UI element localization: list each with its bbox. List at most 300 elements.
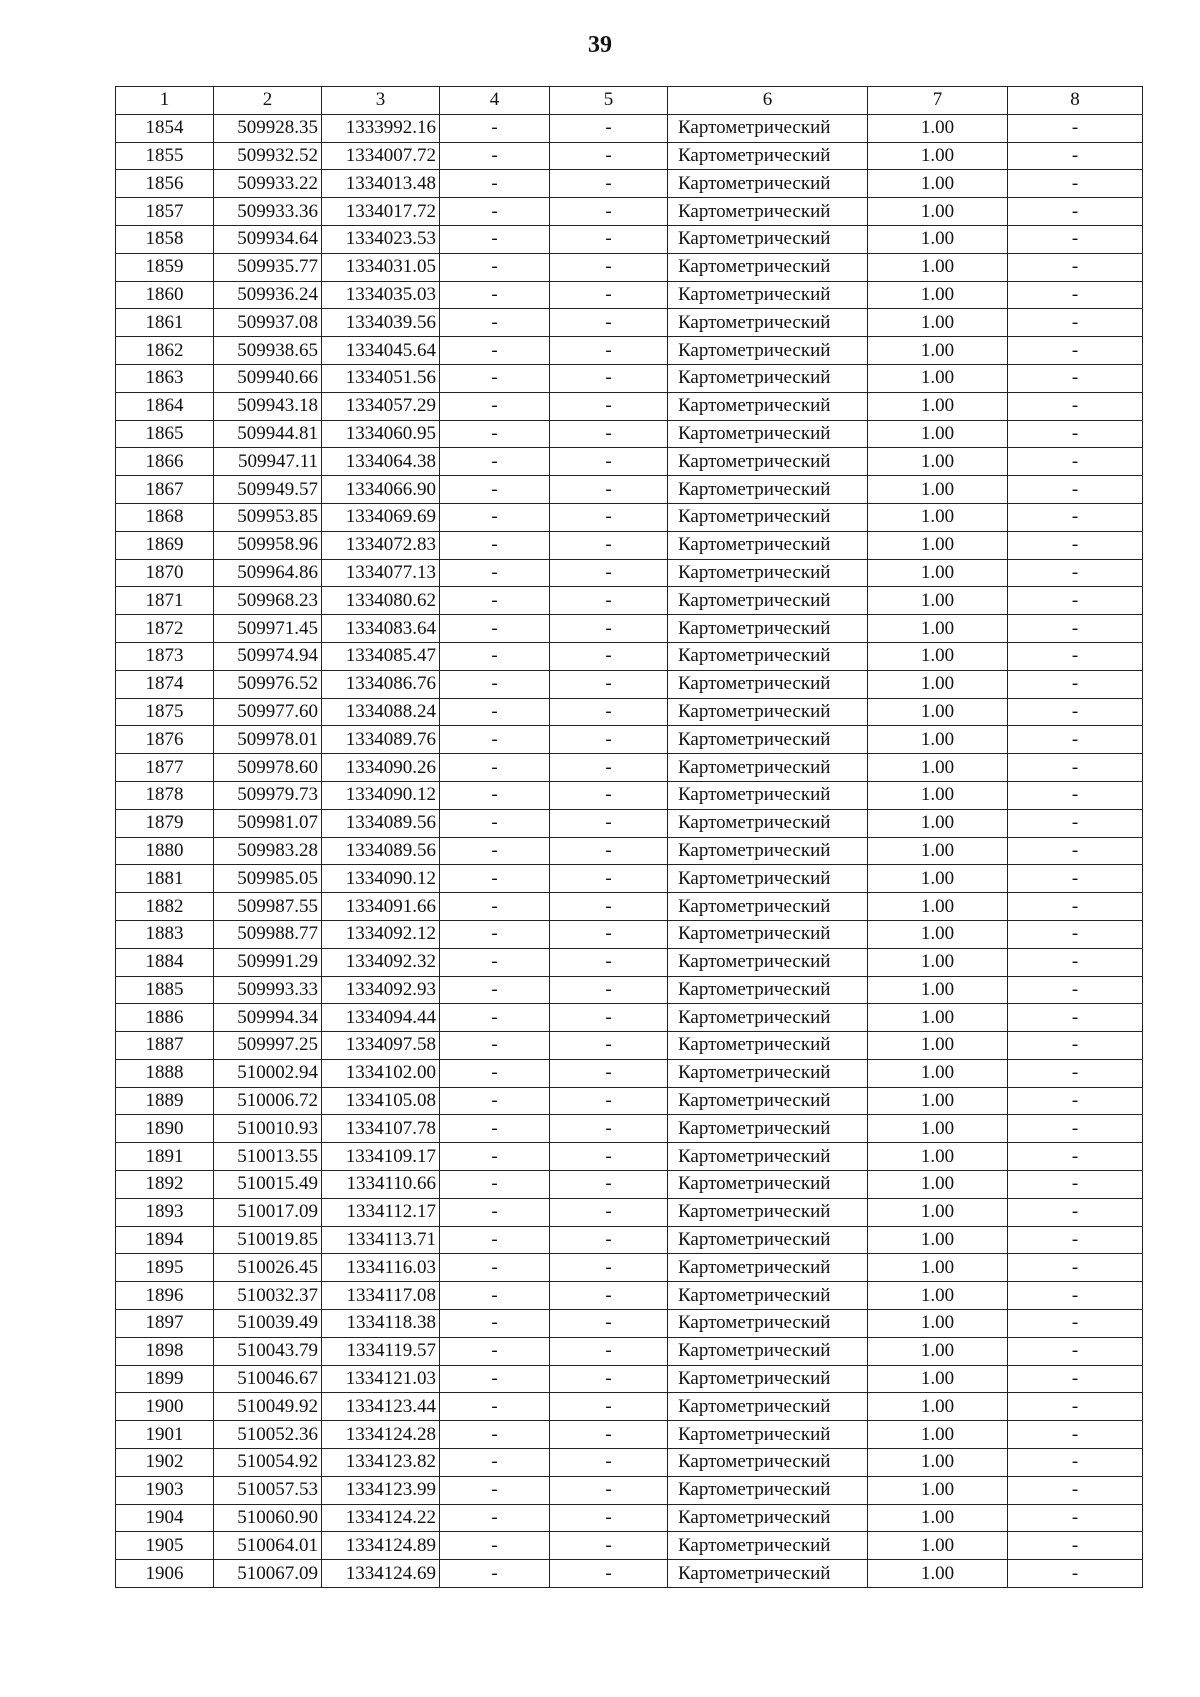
accuracy-value: 1.00 <box>868 948 1008 976</box>
table-row <box>116 1449 1143 1477</box>
point-number: 1855 <box>116 142 214 170</box>
method-value: Картометрический <box>668 1059 868 1087</box>
column-8-value: - <box>1008 893 1143 921</box>
method-value: Картометрический <box>668 893 868 921</box>
point-number: 1854 <box>116 114 214 142</box>
method-value: Картометрический <box>668 1393 868 1421</box>
y-coordinate: 1334102.00 <box>322 1059 440 1087</box>
column-header: 8 <box>1008 87 1143 115</box>
point-number: 1899 <box>116 1365 214 1393</box>
table-row <box>116 1198 1143 1226</box>
point-number: 1878 <box>116 781 214 809</box>
x-coordinate: 509981.07 <box>214 809 322 837</box>
column-4-value: - <box>440 1532 550 1560</box>
column-8-value: - <box>1008 670 1143 698</box>
column-header: 1 <box>116 87 214 115</box>
column-4-value: - <box>440 170 550 198</box>
method-value: Картометрический <box>668 1198 868 1226</box>
point-number: 1897 <box>116 1310 214 1338</box>
column-4-value: - <box>440 781 550 809</box>
column-5-value: - <box>550 1532 668 1560</box>
column-5-value: - <box>550 1198 668 1226</box>
accuracy-value: 1.00 <box>868 893 1008 921</box>
column-8-value: - <box>1008 1059 1143 1087</box>
x-coordinate: 510046.67 <box>214 1365 322 1393</box>
table-row <box>116 1004 1143 1032</box>
column-8-value: - <box>1008 281 1143 309</box>
column-5-value: - <box>550 1365 668 1393</box>
x-coordinate: 510032.37 <box>214 1282 322 1310</box>
method-value: Картометрический <box>668 1226 868 1254</box>
column-5-value: - <box>550 920 668 948</box>
method-value: Картометрический <box>668 170 868 198</box>
column-header: 2 <box>214 87 322 115</box>
x-coordinate: 510052.36 <box>214 1421 322 1449</box>
accuracy-value: 1.00 <box>868 1115 1008 1143</box>
method-value: Картометрический <box>668 198 868 226</box>
point-number: 1876 <box>116 726 214 754</box>
column-5-value: - <box>550 1560 668 1588</box>
column-5-value: - <box>550 198 668 226</box>
point-number: 1883 <box>116 920 214 948</box>
point-number: 1900 <box>116 1393 214 1421</box>
column-4-value: - <box>440 531 550 559</box>
y-coordinate: 1334085.47 <box>322 642 440 670</box>
y-coordinate: 1334092.32 <box>322 948 440 976</box>
accuracy-value: 1.00 <box>868 448 1008 476</box>
method-value: Картометрический <box>668 1532 868 1560</box>
accuracy-value: 1.00 <box>868 253 1008 281</box>
point-number: 1859 <box>116 253 214 281</box>
table-row <box>116 170 1143 198</box>
column-5-value: - <box>550 1115 668 1143</box>
column-4-value: - <box>440 1337 550 1365</box>
table-row <box>116 559 1143 587</box>
x-coordinate: 509991.29 <box>214 948 322 976</box>
y-coordinate: 1334124.89 <box>322 1532 440 1560</box>
column-header: 6 <box>668 87 868 115</box>
column-5-value: - <box>550 1504 668 1532</box>
accuracy-value: 1.00 <box>868 1421 1008 1449</box>
x-coordinate: 509988.77 <box>214 920 322 948</box>
column-5-value: - <box>550 1171 668 1199</box>
column-4-value: - <box>440 281 550 309</box>
table-row <box>116 615 1143 643</box>
y-coordinate: 1334105.08 <box>322 1087 440 1115</box>
accuracy-value: 1.00 <box>868 726 1008 754</box>
point-number: 1857 <box>116 198 214 226</box>
table-row <box>116 420 1143 448</box>
method-value: Картометрический <box>668 1476 868 1504</box>
column-4-value: - <box>440 1171 550 1199</box>
column-5-value: - <box>550 642 668 670</box>
table-row <box>116 309 1143 337</box>
column-4-value: - <box>440 642 550 670</box>
column-4-value: - <box>440 114 550 142</box>
column-4-value: - <box>440 754 550 782</box>
point-number: 1902 <box>116 1449 214 1477</box>
column-4-value: - <box>440 1282 550 1310</box>
column-8-value: - <box>1008 1282 1143 1310</box>
method-value: Картометрический <box>668 1504 868 1532</box>
column-5-value: - <box>550 142 668 170</box>
x-coordinate: 510049.92 <box>214 1393 322 1421</box>
table-row <box>116 198 1143 226</box>
point-number: 1895 <box>116 1254 214 1282</box>
column-5-value: - <box>550 1004 668 1032</box>
method-value: Картометрический <box>668 114 868 142</box>
table-row <box>116 1476 1143 1504</box>
accuracy-value: 1.00 <box>868 781 1008 809</box>
column-8-value: - <box>1008 420 1143 448</box>
accuracy-value: 1.00 <box>868 809 1008 837</box>
y-coordinate: 1334045.64 <box>322 337 440 365</box>
accuracy-value: 1.00 <box>868 615 1008 643</box>
column-4-value: - <box>440 198 550 226</box>
table-row <box>116 1560 1143 1588</box>
y-coordinate: 1334069.69 <box>322 503 440 531</box>
y-coordinate: 1334017.72 <box>322 198 440 226</box>
point-number: 1869 <box>116 531 214 559</box>
y-coordinate: 1334072.83 <box>322 531 440 559</box>
point-number: 1906 <box>116 1560 214 1588</box>
column-4-value: - <box>440 1059 550 1087</box>
accuracy-value: 1.00 <box>868 559 1008 587</box>
column-5-value: - <box>550 392 668 420</box>
column-8-value: - <box>1008 642 1143 670</box>
column-5-value: - <box>550 364 668 392</box>
accuracy-value: 1.00 <box>868 281 1008 309</box>
column-4-value: - <box>440 948 550 976</box>
table-row <box>116 281 1143 309</box>
column-8-value: - <box>1008 809 1143 837</box>
column-8-value: - <box>1008 948 1143 976</box>
y-coordinate: 1333992.16 <box>322 114 440 142</box>
column-8-value: - <box>1008 587 1143 615</box>
accuracy-value: 1.00 <box>868 754 1008 782</box>
table-row <box>116 142 1143 170</box>
point-number: 1880 <box>116 837 214 865</box>
method-value: Картометрический <box>668 1282 868 1310</box>
table-row <box>116 1171 1143 1199</box>
point-number: 1891 <box>116 1143 214 1171</box>
column-4-value: - <box>440 337 550 365</box>
accuracy-value: 1.00 <box>868 1365 1008 1393</box>
x-coordinate: 510067.09 <box>214 1560 322 1588</box>
table-row <box>116 337 1143 365</box>
x-coordinate: 510057.53 <box>214 1476 322 1504</box>
column-5-value: - <box>550 531 668 559</box>
y-coordinate: 1334080.62 <box>322 587 440 615</box>
method-value: Картометрический <box>668 142 868 170</box>
table-row <box>116 754 1143 782</box>
method-value: Картометрический <box>668 225 868 253</box>
accuracy-value: 1.00 <box>868 1282 1008 1310</box>
accuracy-value: 1.00 <box>868 670 1008 698</box>
x-coordinate: 509947.11 <box>214 448 322 476</box>
x-coordinate: 509979.73 <box>214 781 322 809</box>
accuracy-value: 1.00 <box>868 1171 1008 1199</box>
accuracy-value: 1.00 <box>868 364 1008 392</box>
method-value: Картометрический <box>668 1560 868 1588</box>
table-row <box>116 1059 1143 1087</box>
method-value: Картометрический <box>668 781 868 809</box>
accuracy-value: 1.00 <box>868 1337 1008 1365</box>
table-row <box>116 503 1143 531</box>
column-5-value: - <box>550 225 668 253</box>
point-number: 1888 <box>116 1059 214 1087</box>
table-row <box>116 448 1143 476</box>
point-number: 1893 <box>116 1198 214 1226</box>
column-4-value: - <box>440 1226 550 1254</box>
point-number: 1863 <box>116 364 214 392</box>
method-value: Картометрический <box>668 559 868 587</box>
table-row <box>116 392 1143 420</box>
table-row <box>116 1143 1143 1171</box>
point-number: 1868 <box>116 503 214 531</box>
page-number: 39 <box>588 32 612 58</box>
column-8-value: - <box>1008 865 1143 893</box>
table-row <box>116 1365 1143 1393</box>
point-number: 1861 <box>116 309 214 337</box>
point-number: 1882 <box>116 893 214 921</box>
column-5-value: - <box>550 1226 668 1254</box>
column-4-value: - <box>440 1087 550 1115</box>
column-4-value: - <box>440 1449 550 1477</box>
column-8-value: - <box>1008 1365 1143 1393</box>
column-8-value: - <box>1008 364 1143 392</box>
y-coordinate: 1334090.12 <box>322 865 440 893</box>
column-8-value: - <box>1008 726 1143 754</box>
point-number: 1871 <box>116 587 214 615</box>
y-coordinate: 1334123.99 <box>322 1476 440 1504</box>
table-row <box>116 976 1143 1004</box>
method-value: Картометрический <box>668 1004 868 1032</box>
point-number: 1889 <box>116 1087 214 1115</box>
column-4-value: - <box>440 1254 550 1282</box>
accuracy-value: 1.00 <box>868 865 1008 893</box>
column-5-value: - <box>550 754 668 782</box>
method-value: Картометрический <box>668 1365 868 1393</box>
column-5-value: - <box>550 114 668 142</box>
column-header: 3 <box>322 87 440 115</box>
accuracy-value: 1.00 <box>868 920 1008 948</box>
point-number: 1901 <box>116 1421 214 1449</box>
column-4-value: - <box>440 1310 550 1338</box>
column-5-value: - <box>550 503 668 531</box>
point-number: 1887 <box>116 1032 214 1060</box>
y-coordinate: 1334077.13 <box>322 559 440 587</box>
method-value: Картометрический <box>668 337 868 365</box>
method-value: Картометрический <box>668 253 868 281</box>
column-4-value: - <box>440 587 550 615</box>
y-coordinate: 1334092.93 <box>322 976 440 1004</box>
column-5-value: - <box>550 976 668 1004</box>
y-coordinate: 1334097.58 <box>322 1032 440 1060</box>
x-coordinate: 509932.52 <box>214 142 322 170</box>
column-8-value: - <box>1008 1087 1143 1115</box>
table-row <box>116 253 1143 281</box>
x-coordinate: 510015.49 <box>214 1171 322 1199</box>
method-value: Картометрический <box>668 420 868 448</box>
column-8-value: - <box>1008 1560 1143 1588</box>
accuracy-value: 1.00 <box>868 1254 1008 1282</box>
x-coordinate: 509985.05 <box>214 865 322 893</box>
point-number: 1885 <box>116 976 214 1004</box>
column-4-value: - <box>440 1560 550 1588</box>
column-4-value: - <box>440 1421 550 1449</box>
y-coordinate: 1334089.56 <box>322 809 440 837</box>
column-4-value: - <box>440 726 550 754</box>
point-number: 1894 <box>116 1226 214 1254</box>
x-coordinate: 510002.94 <box>214 1059 322 1087</box>
accuracy-value: 1.00 <box>868 198 1008 226</box>
column-4-value: - <box>440 893 550 921</box>
column-5-value: - <box>550 1254 668 1282</box>
column-8-value: - <box>1008 1421 1143 1449</box>
x-coordinate: 509940.66 <box>214 364 322 392</box>
y-coordinate: 1334089.76 <box>322 726 440 754</box>
column-4-value: - <box>440 559 550 587</box>
x-coordinate: 509976.52 <box>214 670 322 698</box>
point-number: 1898 <box>116 1337 214 1365</box>
accuracy-value: 1.00 <box>868 1032 1008 1060</box>
column-8-value: - <box>1008 170 1143 198</box>
x-coordinate: 510039.49 <box>214 1310 322 1338</box>
column-4-value: - <box>440 364 550 392</box>
x-coordinate: 509987.55 <box>214 893 322 921</box>
column-5-value: - <box>550 698 668 726</box>
method-value: Картометрический <box>668 1254 868 1282</box>
column-8-value: - <box>1008 531 1143 559</box>
x-coordinate: 509994.34 <box>214 1004 322 1032</box>
x-coordinate: 509983.28 <box>214 837 322 865</box>
column-8-value: - <box>1008 1532 1143 1560</box>
table-row <box>116 1087 1143 1115</box>
column-8-value: - <box>1008 253 1143 281</box>
method-value: Картометрический <box>668 364 868 392</box>
table-row <box>116 726 1143 754</box>
column-5-value: - <box>550 781 668 809</box>
column-5-value: - <box>550 837 668 865</box>
method-value: Картометрический <box>668 281 868 309</box>
accuracy-value: 1.00 <box>868 114 1008 142</box>
column-5-value: - <box>550 865 668 893</box>
x-coordinate: 509938.65 <box>214 337 322 365</box>
table-body <box>116 114 1143 1587</box>
x-coordinate: 510060.90 <box>214 1504 322 1532</box>
x-coordinate: 509971.45 <box>214 615 322 643</box>
column-4-value: - <box>440 1115 550 1143</box>
column-8-value: - <box>1008 1226 1143 1254</box>
method-value: Картометрический <box>668 948 868 976</box>
y-coordinate: 1334090.12 <box>322 781 440 809</box>
column-5-value: - <box>550 281 668 309</box>
accuracy-value: 1.00 <box>868 976 1008 1004</box>
accuracy-value: 1.00 <box>868 1393 1008 1421</box>
point-number: 1870 <box>116 559 214 587</box>
x-coordinate: 509997.25 <box>214 1032 322 1060</box>
column-8-value: - <box>1008 976 1143 1004</box>
column-8-value: - <box>1008 615 1143 643</box>
table-row <box>116 642 1143 670</box>
column-4-value: - <box>440 1004 550 1032</box>
accuracy-value: 1.00 <box>868 225 1008 253</box>
method-value: Картометрический <box>668 809 868 837</box>
table-row <box>116 1504 1143 1532</box>
method-value: Картометрический <box>668 976 868 1004</box>
method-value: Картометрический <box>668 1087 868 1115</box>
point-number: 1867 <box>116 476 214 504</box>
x-coordinate: 510006.72 <box>214 1087 322 1115</box>
column-5-value: - <box>550 559 668 587</box>
table-row <box>116 809 1143 837</box>
table-row <box>116 837 1143 865</box>
column-8-value: - <box>1008 1115 1143 1143</box>
table-row <box>116 1337 1143 1365</box>
method-value: Картометрический <box>668 1449 868 1477</box>
column-5-value: - <box>550 448 668 476</box>
column-5-value: - <box>550 1476 668 1504</box>
column-4-value: - <box>440 1032 550 1060</box>
column-4-value: - <box>440 392 550 420</box>
column-4-value: - <box>440 253 550 281</box>
table-row <box>116 1421 1143 1449</box>
y-coordinate: 1334086.76 <box>322 670 440 698</box>
x-coordinate: 509964.86 <box>214 559 322 587</box>
x-coordinate: 509928.35 <box>214 114 322 142</box>
column-4-value: - <box>440 1476 550 1504</box>
column-4-value: - <box>440 920 550 948</box>
column-5-value: - <box>550 1282 668 1310</box>
x-coordinate: 509944.81 <box>214 420 322 448</box>
point-number: 1865 <box>116 420 214 448</box>
column-5-value: - <box>550 670 668 698</box>
column-8-value: - <box>1008 1504 1143 1532</box>
accuracy-value: 1.00 <box>868 142 1008 170</box>
column-8-value: - <box>1008 754 1143 782</box>
column-8-value: - <box>1008 1032 1143 1060</box>
accuracy-value: 1.00 <box>868 698 1008 726</box>
table-row <box>116 1282 1143 1310</box>
column-8-value: - <box>1008 698 1143 726</box>
point-number: 1874 <box>116 670 214 698</box>
accuracy-value: 1.00 <box>868 1476 1008 1504</box>
y-coordinate: 1334116.03 <box>322 1254 440 1282</box>
y-coordinate: 1334060.95 <box>322 420 440 448</box>
method-value: Картометрический <box>668 1421 868 1449</box>
point-number: 1862 <box>116 337 214 365</box>
method-value: Картометрический <box>668 1310 868 1338</box>
column-5-value: - <box>550 1393 668 1421</box>
column-8-value: - <box>1008 503 1143 531</box>
accuracy-value: 1.00 <box>868 1504 1008 1532</box>
x-coordinate: 510013.55 <box>214 1143 322 1171</box>
y-coordinate: 1334112.17 <box>322 1198 440 1226</box>
column-header: 5 <box>550 87 668 115</box>
table-row <box>116 781 1143 809</box>
column-4-value: - <box>440 1365 550 1393</box>
column-5-value: - <box>550 1059 668 1087</box>
x-coordinate: 509935.77 <box>214 253 322 281</box>
column-8-value: - <box>1008 1004 1143 1032</box>
column-8-value: - <box>1008 198 1143 226</box>
column-8-value: - <box>1008 559 1143 587</box>
method-value: Картометрический <box>668 309 868 337</box>
accuracy-value: 1.00 <box>868 1059 1008 1087</box>
method-value: Картометрический <box>668 1032 868 1060</box>
column-4-value: - <box>440 448 550 476</box>
